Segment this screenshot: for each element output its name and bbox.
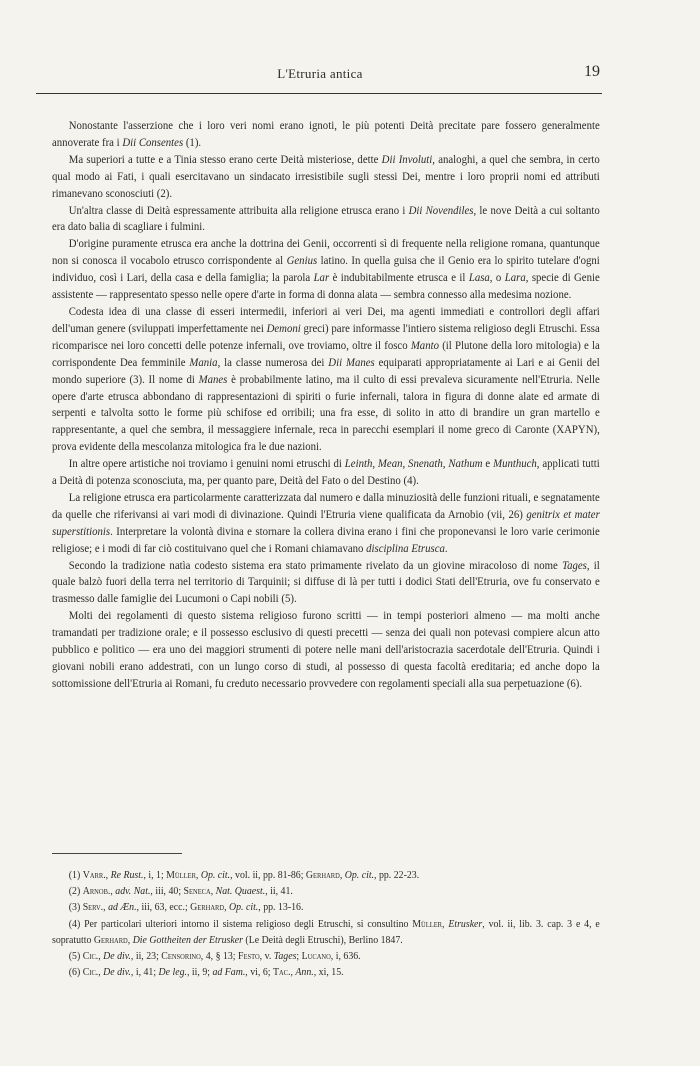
paragraph <box>52 304 600 456</box>
work-title: adv. Nat. <box>115 886 151 898</box>
work-title: Tages <box>273 951 297 963</box>
text-run: Codesta idea di una classe di esseri intermedii, inferiori ai veri Dei, ma agenti immediati e controllori degli affari dell'uman genere (sviluppati imperfettamente nei <box>52 304 600 335</box>
text-run: (1). <box>183 135 202 149</box>
text-run: , <box>105 870 111 881</box>
text-run: (5) <box>68 951 83 963</box>
paragraph <box>52 490 600 558</box>
text-run: Ma superiori a tutte e a Tinia stesso erano certe Deità misteriose, dette <box>68 152 382 166</box>
author-name: Tac. <box>272 967 291 979</box>
footnote <box>52 900 600 916</box>
text-run: , <box>98 951 104 963</box>
footnote <box>52 868 600 884</box>
page-number: 19 <box>584 63 600 80</box>
author-name: Cic. <box>82 951 99 963</box>
work-title: Op. cit. <box>344 870 375 881</box>
italic-term: Lasa <box>468 271 490 285</box>
italic-term: Dii Consentes <box>122 135 184 149</box>
footnote-rule <box>52 853 182 854</box>
italic-term: disciplina Etrusca <box>366 541 445 555</box>
author-name: Müller <box>412 918 443 930</box>
page-header <box>40 63 600 88</box>
work-title: De leg. <box>158 967 188 979</box>
italic-term: Genius <box>286 254 318 268</box>
work-title: De div. <box>103 951 131 963</box>
text-run: (2) <box>68 886 83 898</box>
text-run: e <box>482 457 494 471</box>
text-run: (4) Per particolari ulteriori intorno il sistema religioso degli Etruschi, si consultino <box>68 918 413 930</box>
author-name: Censorino <box>161 951 201 963</box>
running-title: L'Etruria antica <box>277 66 363 81</box>
main-text <box>52 118 600 693</box>
author-name: Seneca <box>183 886 211 898</box>
text-run: , le nove Deità a cui soltanto era dato balia di scagliare i fulmini. <box>52 203 600 234</box>
footnotes <box>52 868 600 981</box>
text-run: , iii, 40; <box>150 886 184 898</box>
author-name: Cic. <box>82 967 99 979</box>
footnote <box>52 965 600 981</box>
text-run: , la classe numerosa dei <box>217 355 329 369</box>
text-run: , i, 1; <box>143 870 167 881</box>
text-run: (6) <box>68 967 83 979</box>
text-run: , v. <box>259 951 274 963</box>
work-title: ad Fam. <box>212 967 246 979</box>
text-run: , vol. ii, lib. 3. cap. 3 e 4, e sopratutto <box>52 918 600 946</box>
text-run: (3) <box>68 902 83 914</box>
work-title: De div. <box>103 967 131 979</box>
text-run: . <box>444 541 448 555</box>
paragraph <box>52 456 600 490</box>
text-run: , <box>210 886 216 898</box>
text-run: , o <box>489 271 505 285</box>
italic-term: Tages <box>562 558 587 572</box>
paragraph <box>52 118 600 152</box>
text-run: , <box>103 902 109 914</box>
italic-term: Manto <box>410 338 439 352</box>
text-run: , pp. 22-23. <box>374 870 420 881</box>
italic-term: Leinth, Mean, Snenath, Nathum <box>344 457 483 471</box>
text-run: La religione etrusca era particolarmente caratterizzata dal numero e dalla minuziosità delle funzioni rituali, e segnatamente da quelle che riferivansi ai vari modi di divinazione. Quindi l'Etruria viene qualificata da Arnobio (vii, 26) <box>52 490 600 521</box>
author-name: Müller <box>166 870 196 881</box>
italic-term: Lar <box>313 271 330 285</box>
text-run: ; <box>296 951 302 963</box>
work-title: Op. cit. <box>200 870 231 881</box>
author-name: Arnob. <box>82 886 111 898</box>
text-run: , pp. 13-16. <box>258 902 304 914</box>
text-run: , ii, 9; <box>187 967 213 979</box>
author-name: Gerhard <box>190 902 225 914</box>
author-name: Gerhard <box>305 870 340 881</box>
text-run: è indubitabilmente etrusca e il <box>329 271 469 285</box>
text-run: , i, 41; <box>130 967 159 979</box>
text-run: , <box>195 870 201 881</box>
paragraph <box>52 236 600 304</box>
text-run: (Le Deità degli Etruschi), Berlino 1847. <box>242 934 403 946</box>
text-run: In altre opere artistiche noi troviamo i genuini nomi etruschi di <box>68 457 345 471</box>
text-run: (1) <box>68 870 83 881</box>
text-run: , <box>110 886 116 898</box>
text-run: , <box>442 918 449 930</box>
italic-term: Munthuch <box>493 457 537 471</box>
text-run: , <box>98 967 104 979</box>
paragraph <box>52 608 600 693</box>
paragraph <box>52 152 600 203</box>
text-run: , <box>290 967 296 979</box>
text-run: Nonostante l'asserzione che i loro veri nomi erano ignoti, le più potenti Deità precitate pare fossero generalmente annoverate fra i <box>52 119 600 149</box>
footnote <box>52 884 600 900</box>
text-run: , specie di Genie assistente — rappresentato spesso nelle opere d'arte in forma di donna alata — sembra connesso alla medesima nozione. <box>52 271 600 302</box>
text-run: , analoghi, a quel che sembra, in certo qual modo ai Fati, i quali esercitavano un sindacato irresistibile sugli stessi Dei, mentre i loro proprii nomi ed attributi rimanevano sconosciuti (2). <box>52 152 600 200</box>
text-run: Un'altra classe di Deità espressamente attribuita alla religione etrusca erano i <box>68 203 409 217</box>
italic-term: Dii Involuti <box>381 152 433 166</box>
italic-term: Mania <box>189 355 218 369</box>
text-run: , vi, 6; <box>245 967 273 979</box>
author-name: Gerhard <box>93 934 128 946</box>
work-title: Etrusker <box>448 918 483 930</box>
text-run: è probabilmente latino, ma il culto di essi prevaleva sicuramente nell'Etruria. Nelle opere d'arte etrusca abbondano di rappresentazioni di spiriti o furie infernali, talora in figura di donne alate ed armate di serpenti e talvolta sotto le forme più schifose ed orribili; una fra esse, di solito in atto di brandire un gran martello e rappresentante, a quel che sembra, il messaggiere infernale, reca in parecchi esemplari il nome greco di Caronte (XAPYN), prova evidente della mescolanza mitologica fra le due nazioni. <box>52 372 600 454</box>
text-run: , applicati tutti a Deità di potenza sconosciuta, ma, per quanto pare, Deità del Fato o del Destino (4). <box>52 457 600 488</box>
text-run: , iii, 63, ecc.; <box>136 902 191 914</box>
text-run: Molti dei regolamenti di questo sistema religioso furono scritti — in tempi posteriori almeno — ma molti anche tramandati per tradizione orale; e il possesso esclusivo di questi precetti — senza dei quali non potevasi compiere alcun atto pubblico e politico — era uno dei maggiori strumenti di potere nelle mani dell'aristocrazia sacerdotale dell'Etruria. Quindi i giovani nobili erano addestrati, con un lungo corso di studi, al possesso di questa facoltà ereditaria; ed anche dopo la sottomissione dell'Etruria ai Romani, fu creduto necessario provvedere con regolamenti speciali alla sua perpetuazione (6). <box>52 609 600 690</box>
text-run: greci) pare informasse l'intiero sistema religioso degli Etruschi. Essa ricomparisce nei loro concetti delle potenze infernali, ove troviamo, oltre il fosco <box>52 321 600 352</box>
text-run: , vol. ii, pp. 81-86; <box>230 870 306 881</box>
paragraph <box>52 203 600 237</box>
work-title: Re Rust. <box>110 870 144 881</box>
work-title: Ann. <box>295 967 314 979</box>
text-run: D'origine puramente etrusca era anche la dottrina dei Genii, occorrenti sì di frequente nella religione romana, quantunque non si conosca il vocabolo etrusco corrispondente al <box>52 237 600 268</box>
text-run: , ii, 23; <box>130 951 162 963</box>
text-run: , xi, 15. <box>313 967 344 979</box>
author-name: Lucano <box>301 951 331 963</box>
text-run: equiparati appropriatamente ai Lari e ai Genii del mondo superiore (3). Il nome di <box>52 355 600 386</box>
text-run: , <box>339 870 345 881</box>
text-run: (il Plutone della loro mitologia) e la corrispondente Dea femminile <box>52 338 600 369</box>
work-title: Nat. Quaest. <box>215 886 266 898</box>
work-title: ad Æn. <box>108 902 137 914</box>
text-run: , il quale balzò fuori della terra nel territorio di Tarquinii; si diffuse di là per tutti i dodici Stati dell'Etruria, ove fu conservato e trasmesso dalle famiglie dei Lucumoni o Capi nobili (5). <box>52 558 600 606</box>
text-run: , ii, 41. <box>265 886 293 898</box>
text-run: , 4, § 13; <box>200 951 239 963</box>
author-name: Serv. <box>82 902 104 914</box>
header-rule <box>36 93 602 94</box>
italic-term: Lara <box>504 271 526 285</box>
text-run: , i, 636. <box>330 951 361 963</box>
text-run: . Interpretare la volontà divina e stornare la collera divina erano i fini che proponevansi le loro varie cerimonie religiose; e i modi di far ciò costituivano quel che i Romani chiamavano <box>52 524 600 555</box>
text-run: latino. In quella guisa che il Genio era lo spirito tutelare d'ogni individuo, così i Lari, della casa e della famiglia; la parola <box>52 254 600 285</box>
text-run: Secondo la tradizione natìa codesto sistema era stato primamente rivelato da un giovine miracoloso di nome <box>68 558 563 572</box>
work-title: Op. cit. <box>228 902 259 914</box>
italic-term: genitrix et mater superstitionis <box>52 507 600 538</box>
footnote <box>52 917 600 949</box>
author-name: Festo <box>238 951 260 963</box>
italic-term: Manes <box>198 372 228 386</box>
italic-term: Demoni <box>266 321 301 335</box>
italic-term: Dii Manes <box>328 355 375 369</box>
text-run: , <box>224 902 229 914</box>
footnote <box>52 949 600 965</box>
paragraph <box>52 558 600 609</box>
italic-term: Dii Novendiles <box>408 203 474 217</box>
author-name: Varr. <box>82 870 106 881</box>
text-run: , <box>127 934 133 946</box>
work-title: Die Gottheiten der Etrusker <box>132 934 243 946</box>
